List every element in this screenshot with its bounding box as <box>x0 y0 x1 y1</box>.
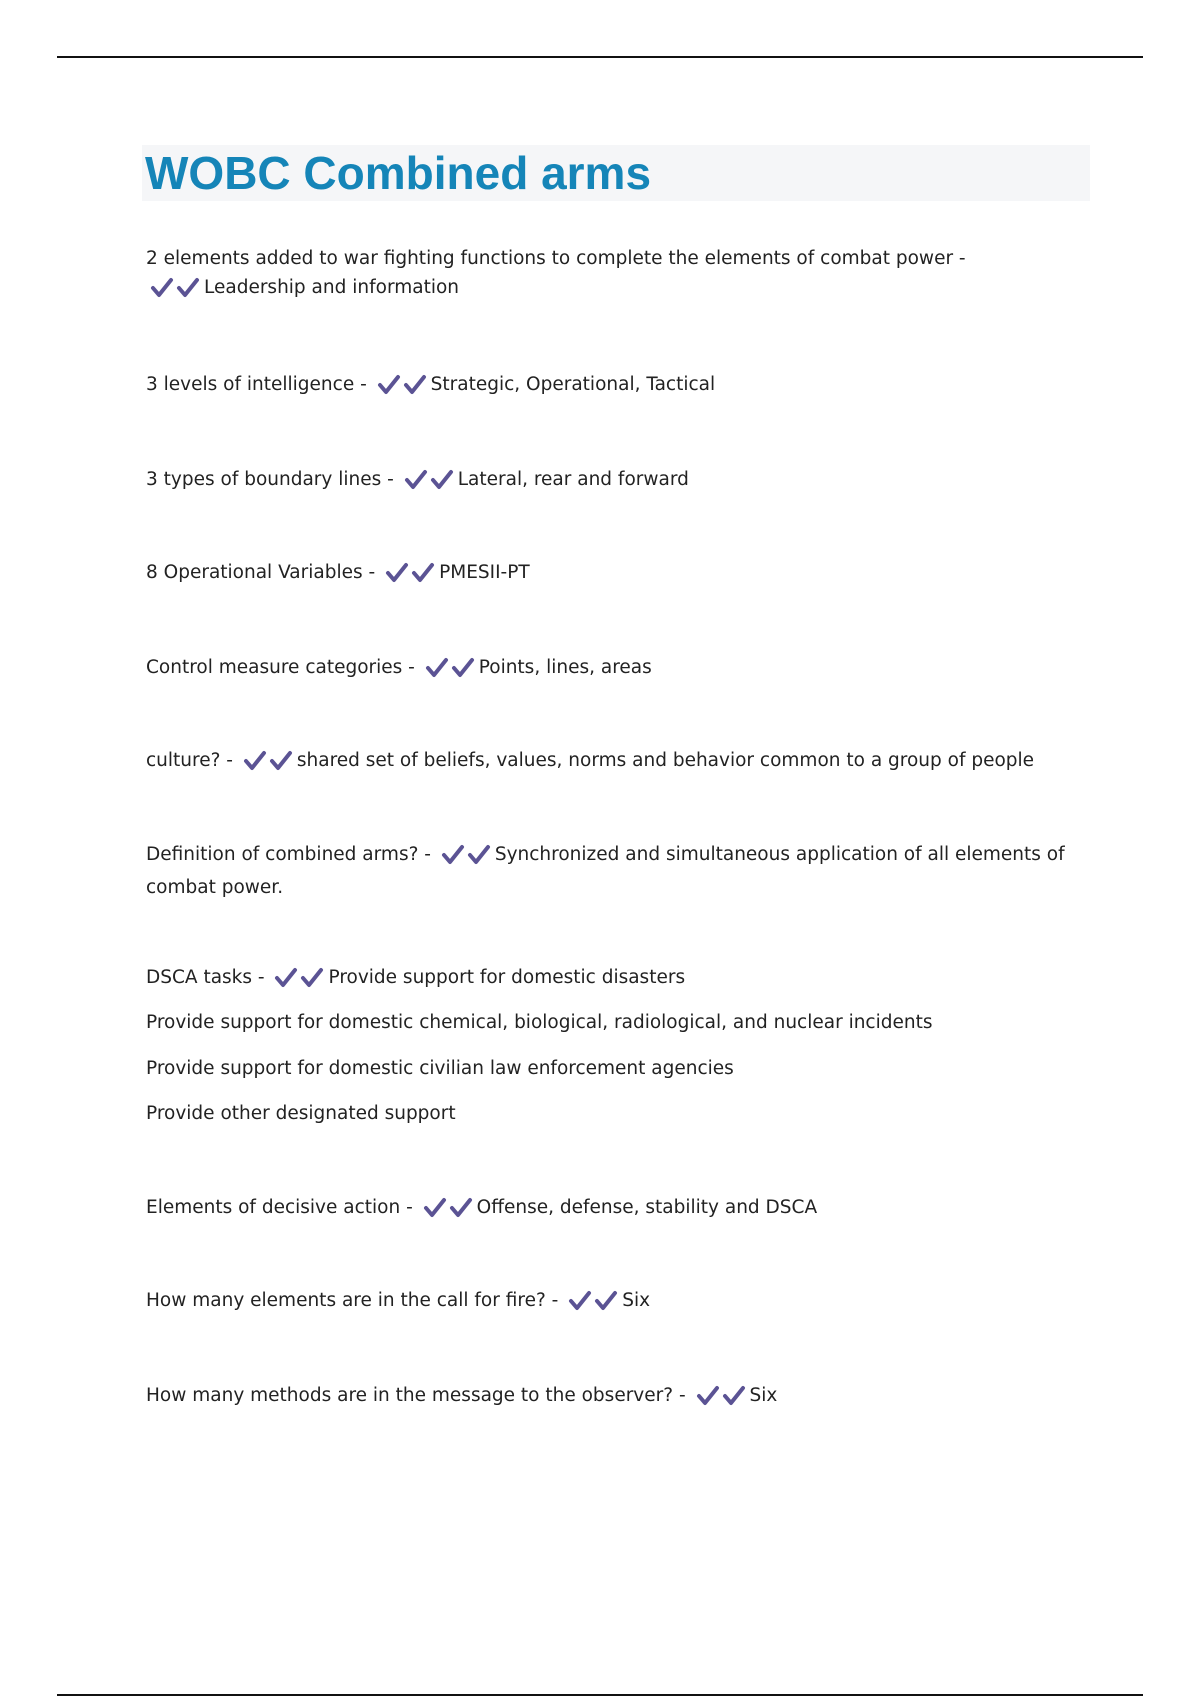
double-check-icon <box>423 1197 475 1226</box>
check-icon <box>568 1290 594 1312</box>
check-icon <box>150 277 176 299</box>
check-icon <box>300 967 326 989</box>
double-check-icon <box>150 277 202 306</box>
top-rule <box>57 56 1143 58</box>
question-text: How many elements are in the call for fire? - <box>146 1290 559 1311</box>
check-icon <box>243 750 269 772</box>
double-check-icon <box>274 967 326 996</box>
qa-item <box>146 558 1076 591</box>
check-icon <box>403 374 429 396</box>
qa-item <box>146 653 1076 686</box>
check-icon <box>449 1197 475 1219</box>
check-icon <box>425 657 451 679</box>
answer-text: Provide support for domestic disasters <box>328 967 686 988</box>
answer-text: PMESII-PT <box>439 562 530 583</box>
qa-item <box>146 244 966 306</box>
check-icon <box>696 1385 722 1407</box>
check-icon <box>594 1290 620 1312</box>
qa-item <box>146 465 1076 498</box>
answer-text: Synchronized and simultaneous application of all elements of combat power. <box>146 844 1065 898</box>
check-icon <box>451 657 477 679</box>
check-icon <box>377 374 403 396</box>
qa-item <box>146 1381 1076 1414</box>
check-icon <box>722 1385 748 1407</box>
question-text: How many methods are in the message to the observer? - <box>146 1385 686 1406</box>
check-icon <box>385 562 411 584</box>
check-icon <box>176 277 202 299</box>
question-text: 8 Operational Variables - <box>146 562 376 583</box>
question-text: Definition of combined arms? - <box>146 844 431 865</box>
check-icon <box>411 562 437 584</box>
double-check-icon <box>441 844 493 873</box>
document-title: WOBC Combined arms <box>145 147 652 199</box>
double-check-icon <box>568 1290 620 1319</box>
double-check-icon <box>425 657 477 686</box>
qa-item <box>146 963 1076 996</box>
qa-item <box>146 1286 1076 1319</box>
qa-item <box>146 746 1076 779</box>
answer-extra-line: Provide other designated support <box>146 1103 456 1124</box>
answer-extra-line: Provide support for domestic civilian law enforcement agencies <box>146 1058 734 1079</box>
check-icon <box>274 967 300 989</box>
answer-text: Leadership and information <box>204 277 460 298</box>
double-check-icon <box>696 1385 748 1414</box>
check-icon <box>430 469 456 491</box>
double-check-icon <box>377 374 429 403</box>
question-text: 3 types of boundary lines - <box>146 469 394 490</box>
double-check-icon <box>404 469 456 498</box>
question-text: Elements of decisive action - <box>146 1197 413 1218</box>
question-text: culture? - <box>146 750 233 771</box>
question-text: 3 levels of intelligence - <box>146 374 367 395</box>
check-icon <box>441 844 467 866</box>
double-check-icon <box>243 750 295 779</box>
answer-text: Strategic, Operational, Tactical <box>430 374 716 395</box>
check-icon <box>423 1197 449 1219</box>
question-text: 2 elements added to war fighting functions to complete the elements of combat power - <box>146 248 966 269</box>
check-icon <box>404 469 430 491</box>
check-icon <box>269 750 295 772</box>
check-icon <box>467 844 493 866</box>
answer-text: shared set of beliefs, values, norms and behavior common to a group of people <box>296 750 1035 771</box>
qa-item <box>146 1193 1076 1226</box>
bottom-rule <box>57 1694 1143 1696</box>
answer-text: Six <box>749 1385 778 1406</box>
qa-item <box>146 840 1066 902</box>
qa-item <box>146 370 1076 403</box>
answer-text: Points, lines, areas <box>478 657 652 678</box>
answer-text: Six <box>622 1290 651 1311</box>
question-text: DSCA tasks - <box>146 967 265 988</box>
question-text: Control measure categories - <box>146 657 415 678</box>
answer-text: Lateral, rear and forward <box>457 469 689 490</box>
answer-extra-line: Provide support for domestic chemical, biological, radiological, and nuclear incidents <box>146 1012 933 1033</box>
double-check-icon <box>385 562 437 591</box>
answer-text: Offense, defense, stability and DSCA <box>476 1197 818 1218</box>
